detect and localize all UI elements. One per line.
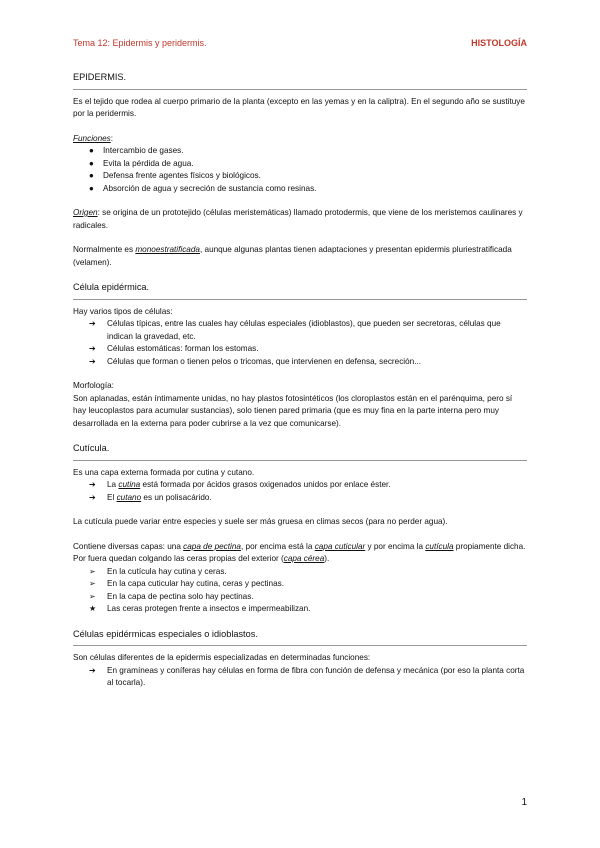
paragraph-morfologia: Son aplanadas, están íntimamente unidas, no hay plastos fotosintéticos (los cloroplastos están en el parénquima, pero sí hay leucoplastos para acumular sustancias), solo tienen pared primaria (que es muy fina en la parte interna pero muy desarrollada en la externa para poder cubrirse a la vez que comunicarse). xyxy=(73,393,513,428)
term-monoestratificada: monoestratificada xyxy=(135,245,200,254)
morfologia-label: Morfología: xyxy=(73,381,114,390)
arrow-right-icon: ➔ xyxy=(89,665,96,675)
paragraph-intro: Es el tejido que rodea al cuerpo primario de la planta (excepto en las yemas y en la caliptra). En el segundo año se sustituye por la peridermis. xyxy=(73,96,525,118)
list-item: ➔ La cutina está formada por ácidos grasos oxigenados unidos por enlace éster. xyxy=(73,479,527,492)
funciones-list xyxy=(73,145,527,195)
arrow-right-icon: ➔ xyxy=(89,492,96,502)
document-body xyxy=(73,71,527,702)
document-header-title: Tema 12: Epidermis y peridermis. xyxy=(73,38,207,48)
capas-list xyxy=(73,566,527,616)
section-title-epidermis: EPIDERMIS. xyxy=(73,72,127,82)
section-divider xyxy=(73,645,527,646)
paragraph-capas: Contiene diversas capas: una capa de pectina, por encima está la capa cuticular y por encima la cutícula propiamente dicha. Por fuera quedan colgando las ceras propias del exterior (capa cérea). xyxy=(73,541,526,563)
list-item: ➔ En gramíneas y coníferas hay células en forma de fibra con función de defensa y mecánica (por eso la planta corta al tocarla). xyxy=(89,665,525,687)
list-item: ➢ En la capa cuticular hay cutina, ceras y pectinas. xyxy=(73,578,527,591)
term-cutano: cutano xyxy=(116,492,142,502)
list-item: ★ Las ceras protegen frente a insectos e impermeabilizan. xyxy=(73,603,527,616)
bullet-icon: ● xyxy=(89,171,94,180)
paragraph-origen: Origen: se origina de un prototejido (células meristemáticas) llamado protodermis, que viene de los meristemos caulinares y radicales. xyxy=(73,208,523,230)
section-title-celula-epidermica: Célula epidérmica. xyxy=(73,282,150,292)
idioblastos-list xyxy=(73,665,527,690)
bullet-icon: ● xyxy=(89,146,94,155)
section-divider xyxy=(73,460,527,461)
section-title-idioblastos: Células epidérmicas especiales o idioblastos. xyxy=(73,628,258,639)
section-divider xyxy=(73,89,527,90)
list-item: ● Evita la pérdida de agua. xyxy=(73,158,527,171)
list-item: ● Absorción de agua y secreción de sustancia como resinas. xyxy=(73,183,527,196)
paragraph-tipos: Hay varios tipos de células: xyxy=(73,306,173,316)
term-capa-cerea: capa cérea xyxy=(283,554,325,563)
arrowhead-icon: ➢ xyxy=(89,566,96,576)
list-item: ➔ Células estomáticas: forman los estomas. xyxy=(73,343,527,356)
section-divider xyxy=(73,299,527,300)
paragraph-cuticula-variacion: La cutícula puede variar entre especies y suele ser más gruesa en climas secos (para no perder agua). xyxy=(73,517,448,526)
list-item: ● Intercambio de gases. xyxy=(73,145,527,158)
arrowhead-icon: ➢ xyxy=(89,579,96,588)
list-item: ➢ En la cutícula hay cutina y ceras. xyxy=(73,566,527,579)
funciones-heading: Funciones: xyxy=(73,133,114,143)
arrow-right-icon: ➔ xyxy=(89,344,96,353)
list-item: ● Defensa frente agentes físicos y biológicos. xyxy=(73,170,527,183)
star-icon: ★ xyxy=(89,604,97,613)
arrow-right-icon: ➔ xyxy=(89,480,96,489)
arrow-right-icon: ➔ xyxy=(89,356,96,366)
list-item: ➔ Células típicas, entre las cuales hay células especiales (idioblastos), que pueden ser secretoras, células que indican la gravedad, etc. xyxy=(89,319,501,341)
list-item: ➢ En la capa de pectina solo hay pectinas. xyxy=(73,591,527,604)
term-capa-de-pectina: capa de pectina xyxy=(183,541,241,551)
document-header-subject: HISTOLOGÍA xyxy=(471,38,527,48)
arrow-right-icon: ➔ xyxy=(89,319,96,328)
bullet-icon: ● xyxy=(89,158,94,168)
paragraph-monoestratificada: Normalmente es monoestratificada, aunque algunas plantas tienen adaptaciones y presentan epidermis pluriestratificada (velamen). xyxy=(73,245,512,267)
paragraph-cuticula-intro: Es una capa externa formada por cutina y cutano. xyxy=(73,467,255,477)
list-item: ➔ El cutano es un polisacárido. xyxy=(73,492,527,505)
bullet-icon: ● xyxy=(89,183,94,193)
funciones-label: Funciones xyxy=(73,133,111,143)
list-item: ➔ Células que forman o tienen pelos o tricomas, que intervienen en defensa, secreción... xyxy=(73,356,527,369)
paragraph-idioblastos-intro: Son células diferentes de la epidermis especializadas en determinadas funciones: xyxy=(73,653,371,662)
term-capa-cuticular: capa cuticular xyxy=(314,541,366,551)
origen-label: Origen xyxy=(73,208,98,217)
page-number: 1 xyxy=(521,797,527,808)
term-cutina: cutina xyxy=(118,480,141,489)
section-title-cuticula: Cutícula. xyxy=(73,443,110,453)
arrowhead-icon: ➢ xyxy=(89,591,96,601)
term-cuticula: cutícula xyxy=(425,541,454,551)
tipos-list xyxy=(73,318,527,368)
cuticula-components-list xyxy=(73,479,527,504)
